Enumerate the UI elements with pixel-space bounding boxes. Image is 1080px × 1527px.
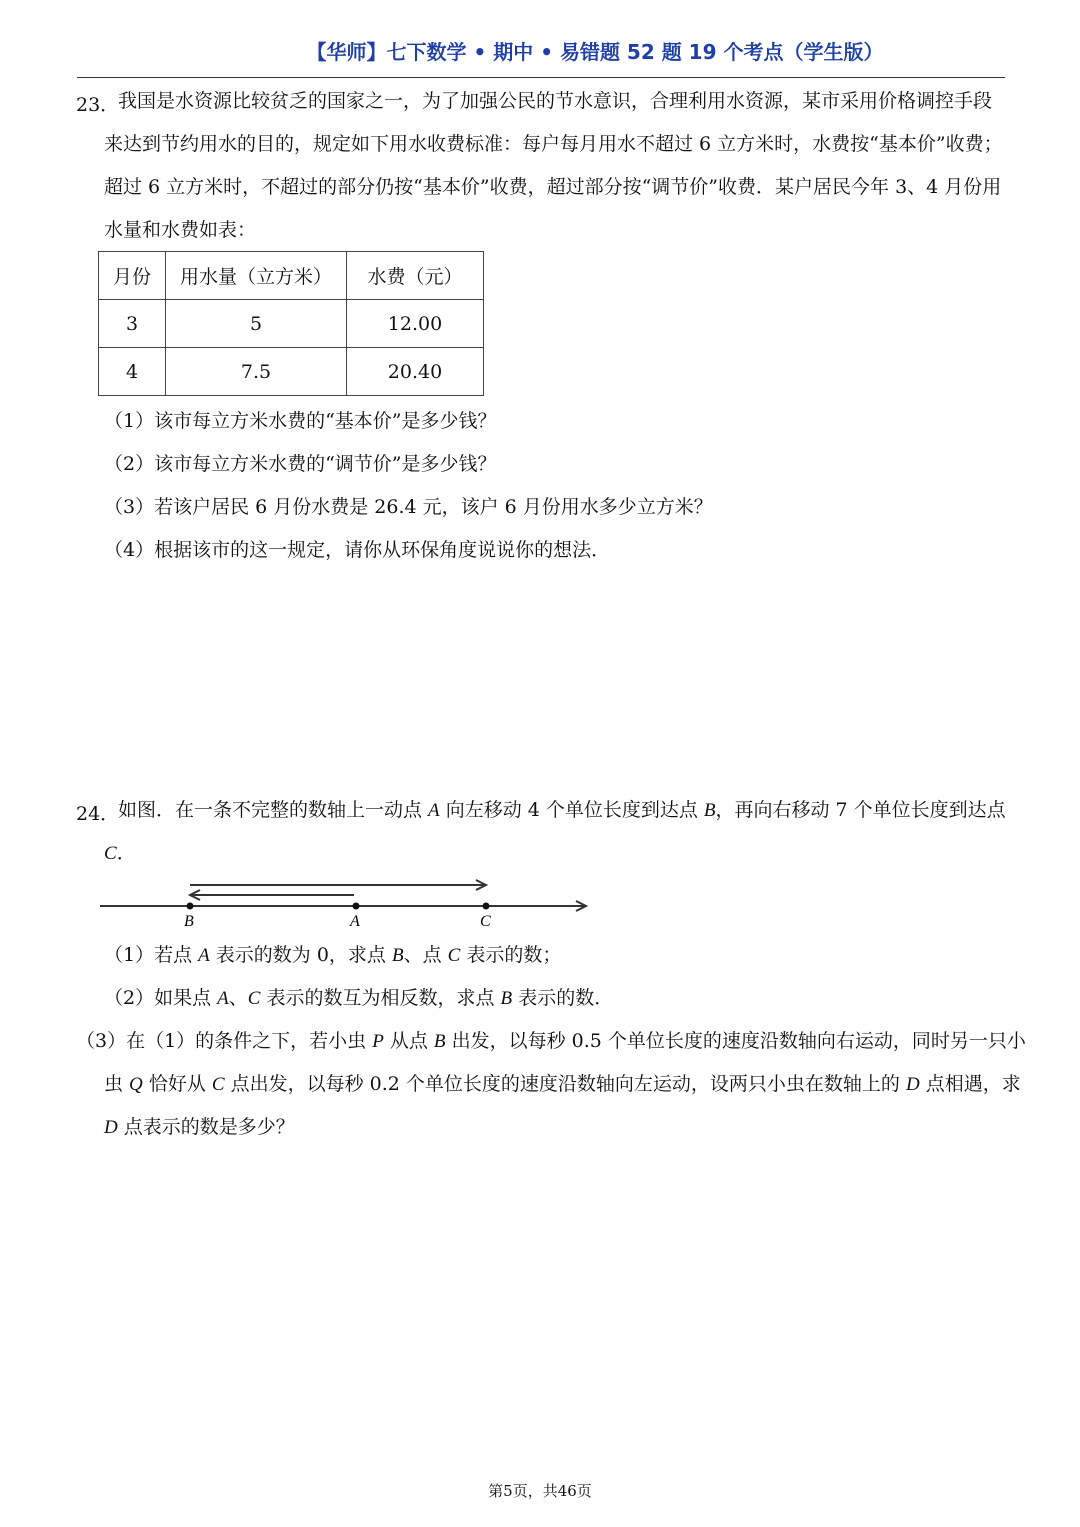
table-cell: 7.5 xyxy=(166,348,347,396)
table-cell: 4 xyxy=(99,348,166,396)
header-divider xyxy=(77,77,1005,78)
point-a-dot xyxy=(353,903,360,910)
q23-part-4: （4）根据该市的这一规定，请你从环保角度说说你的想法． xyxy=(104,539,611,561)
table-header-cell: 用水量（立方米） xyxy=(166,252,347,300)
q24-stem: 如图．在一条不完整的数轴上一动点 A 向左移动 4 个单位长度到达点 B，再向右移动 7 个单位长度到达点 C． xyxy=(104,799,1006,864)
point-c-dot xyxy=(483,903,490,910)
point-label-c: C xyxy=(104,843,117,864)
q23-part-2: （2）该市每立方米水费的“调节价”是多少钱？ xyxy=(104,453,497,475)
point-label-a: A xyxy=(428,800,440,821)
axis-label-a: A xyxy=(350,913,360,930)
axis-label-c: C xyxy=(480,913,491,930)
table-header-cell: 水费（元） xyxy=(347,252,484,300)
q23-part-3: （3）若该户居民 6 月份水费是 26.4 元，该户 6 月份用水多少立方米？ xyxy=(104,496,713,518)
q24-part-2: （2）如果点 A、C 表示的数互为相反数，求点 B 表示的数． xyxy=(104,987,614,1009)
point-label-b: B xyxy=(703,800,716,821)
q23-number: 23． xyxy=(76,94,120,116)
page-header-title: 【华师】七下数学 • 期中 • 易错题 52 题 19 个考点（学生版） xyxy=(306,40,884,64)
table-header-cell: 月份 xyxy=(99,252,166,300)
axis-label-b: B xyxy=(184,913,194,930)
table-header-row xyxy=(99,252,484,300)
table-row xyxy=(99,300,484,348)
table-cell: 20.40 xyxy=(347,348,484,396)
q24-number: 24． xyxy=(76,803,120,825)
number-line-figure xyxy=(96,872,596,932)
q23-stem: 我国是水资源比较贫乏的国家之一，为了加强公民的节水意识，合理利用水资源，某市采用价格调控手段来达到节约用水的目的，规定如下用水收费标准：每户每月用水不超过 6 立方米时，水费按“基本价”收费；超过 6 立方米时，不超过的部分仍按“基本价”收费，超过部分按“调节价”收费．某户居民今年 3、4 月份用水量和水费如表： xyxy=(104,90,1003,241)
table-row xyxy=(99,348,484,396)
table-cell: 12.00 xyxy=(347,300,484,348)
table-cell: 5 xyxy=(166,300,347,348)
page-number-footer: 第5页，共46页 xyxy=(488,1482,592,1500)
table-cell: 3 xyxy=(99,300,166,348)
q23-part-1: （1）该市每立方米水费的“基本价”是多少钱？ xyxy=(104,410,497,432)
point-b-dot xyxy=(187,903,194,910)
q24-part-3: （3）在（1）的条件之下，若小虫 P 从点 B 出发，以每秒 0.5 个单位长度的速度沿数轴向右运动，同时另一只小虫 Q 恰好从 C 点出发，以每秒 0.2 个单位长度的速度沿数轴向左运动，设两只小虫在数轴上的 D 点相遇，求 D 点表示的数是多少？ xyxy=(76,1030,1026,1138)
q24-part-1: （1）若点 A 表示的数为 0，求点 B、点 C 表示的数； xyxy=(104,944,562,966)
water-fee-table xyxy=(98,251,484,396)
